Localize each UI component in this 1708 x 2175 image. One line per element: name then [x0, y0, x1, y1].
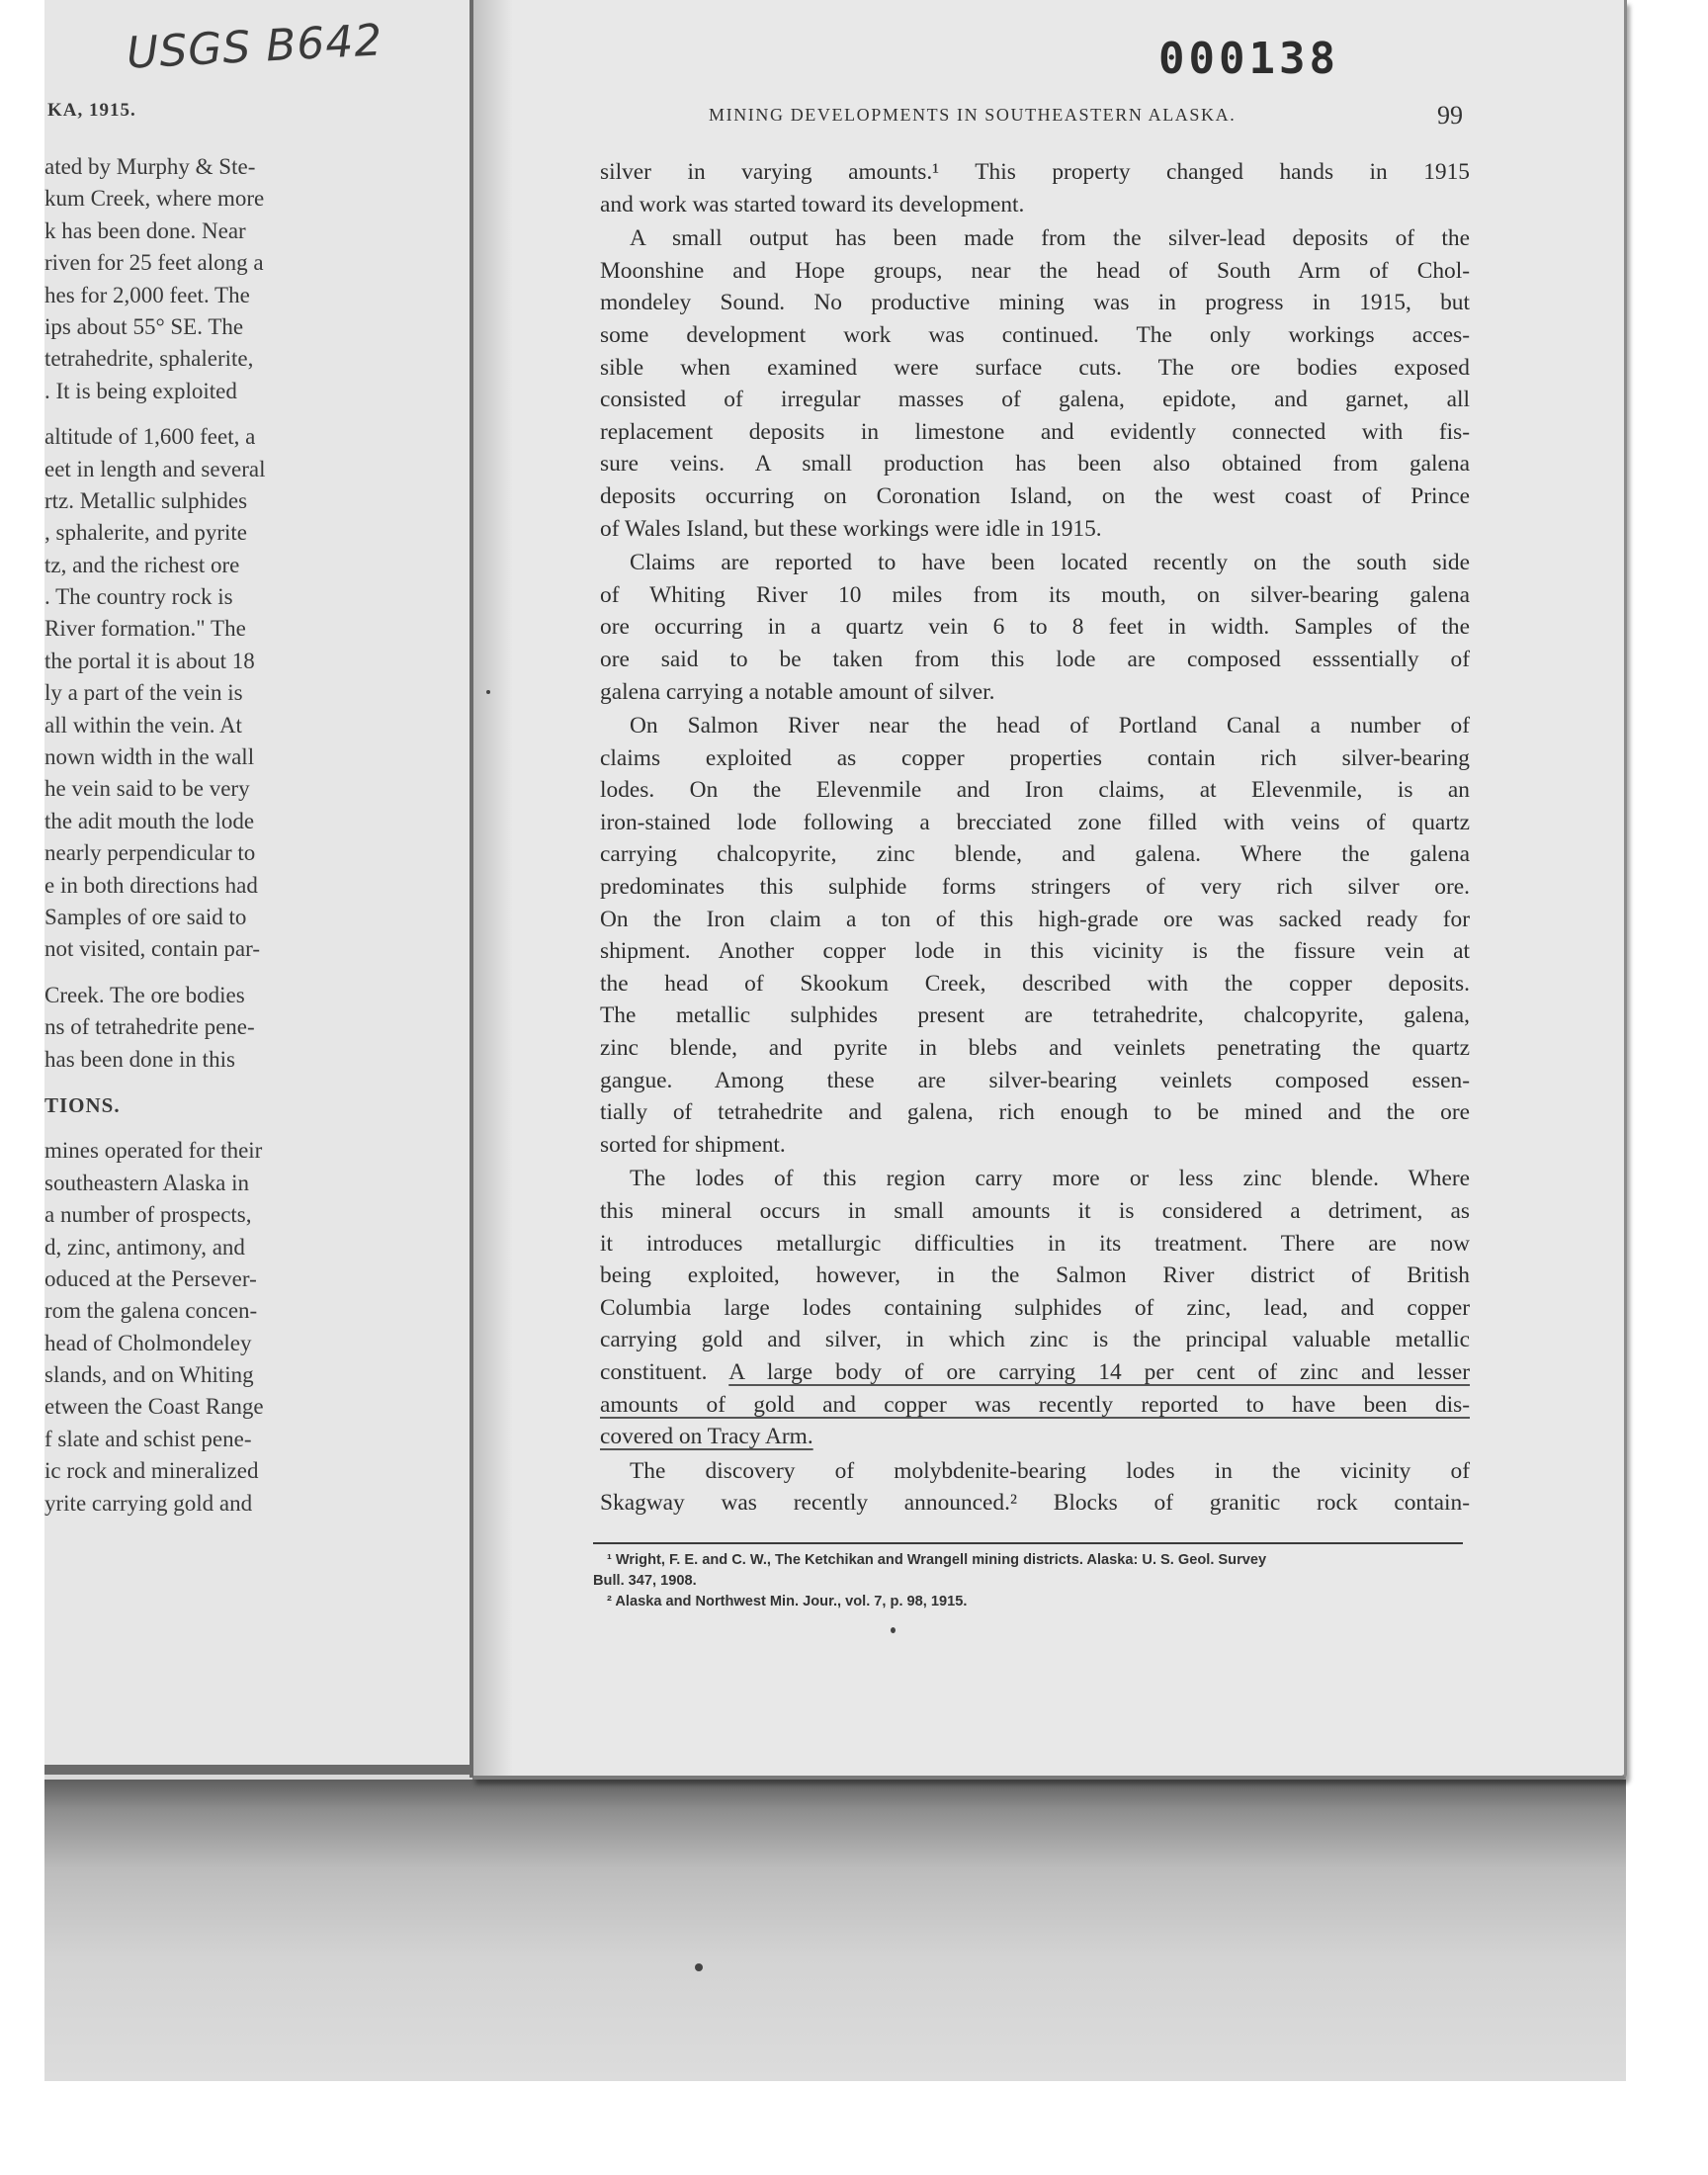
left-page-line: kum Creek, where more	[44, 186, 265, 212]
left-page-line	[44, 1121, 437, 1135]
left-page-edge	[44, 1765, 470, 1775]
stamp-number: 000138	[1158, 34, 1339, 84]
left-page-line: k has been done. Near	[44, 218, 246, 243]
paragraph-2-line: consisted of irregular masses of galena, epidote, and garnet, all	[600, 387, 1470, 413]
left-page-line: nown width in the wall	[44, 744, 255, 770]
paragraph-3-line: ore said to be taken from this lode are composed esssentially of	[600, 646, 1470, 672]
left-page-line: riven for 25 feet along a	[44, 250, 264, 276]
left-page-line: e in both directions had	[44, 872, 258, 898]
paragraph-4-line: On the Iron claim a ton of this high-grade ore was sacked ready for	[600, 906, 1470, 932]
left-page-line	[44, 407, 437, 421]
left-page-line: . The country rock is	[44, 584, 233, 610]
scan-speck	[486, 690, 490, 694]
left-page-line: . It is being exploited	[44, 378, 237, 403]
left-page-line: tetrahedrite, sphalerite,	[44, 346, 254, 372]
left-page-line: eet in length and several	[44, 456, 266, 481]
left-page-header: KA, 1915.	[47, 100, 136, 121]
left-page-line: f slate and schist pene-	[44, 1426, 252, 1451]
left-page-line: ated by Murphy & Ste-	[44, 154, 256, 179]
left-page-line: nearly perpendicular to	[44, 840, 256, 866]
left-page-line: ic rock and mineralized	[44, 1458, 259, 1484]
left-page-line: southeastern Alaska in	[44, 1170, 249, 1195]
paragraph-3-line: galena carrying a notable amount of silver.	[600, 678, 995, 705]
page-number: 99	[1437, 101, 1463, 130]
paragraph-4-line: The metallic sulphides present are tetrahedrite, chalcopyrite, galena,	[600, 1002, 1470, 1029]
gutter-shade	[473, 0, 513, 1776]
left-page-line: Creek. The ore bodies	[44, 982, 245, 1007]
paragraph-4-line: iron-stained lode following a brecciated zone filled with veins of quartz	[600, 809, 1470, 835]
paragraph-4-line: sorted for shipment.	[600, 1131, 786, 1158]
paragraph-2-line: of Wales Island, but these workings were idle in 1915.	[600, 515, 1102, 542]
left-page-line: ips about 55° SE. The	[44, 313, 244, 339]
left-page-line: slands, and on Whiting	[44, 1362, 254, 1388]
body-text-column	[600, 156, 1470, 1520]
left-page-line: he vein said to be very	[44, 776, 250, 802]
underlined-text: covered on Tracy Arm.	[600, 1424, 813, 1450]
left-page-line: River formation." The	[44, 616, 246, 642]
paragraph-1-line: and work was started toward its development.	[600, 191, 1025, 218]
paragraph-2-line: sure veins. A small production has been also obtained from galena	[600, 451, 1470, 478]
paragraph-4-line: shipment. Another copper lode in this vicinity is the fissure vein at	[600, 938, 1470, 965]
footnote-line: Bull. 347, 1908.	[593, 1573, 697, 1589]
underlined-text: amounts of gold and copper was recently reported to have been dis-	[600, 1391, 1470, 1418]
left-page-line: the adit mouth the lode	[44, 808, 255, 833]
left-page-line: altitude of 1,600 feet, a	[44, 424, 256, 450]
paragraph-5-line: Columbia large lodes containing sulphides of zinc, lead, and copper	[600, 1294, 1470, 1321]
left-page-line: tz, and the richest ore	[44, 552, 240, 577]
left-page-line: all within the vein. At	[44, 712, 242, 738]
underlined-passage-line	[600, 1389, 1470, 1422]
left-page-line	[44, 966, 437, 980]
paragraph-3-line: ore occurring in a quartz vein 6 to 8 feet in width. Samples of the	[600, 614, 1470, 641]
paragraph-5-line: this mineral occurs in small amounts it is considered a detriment, as	[600, 1198, 1470, 1224]
footnote-line: ² Alaska and Northwest Min. Jour., vol. 7, p. 98, 1915.	[607, 1594, 968, 1610]
scan-speck	[891, 1627, 896, 1633]
left-page-line: the portal it is about 18	[44, 648, 255, 673]
left-page-text-column	[44, 151, 437, 1520]
paragraph-4-line: gangue. Among these are silver-bearing veinlets composed essen-	[600, 1067, 1470, 1093]
paragraph-3-line: Claims are reported to have been located recently on the south side	[630, 550, 1470, 576]
left-page-line: rtz. Metallic sulphides	[44, 487, 248, 513]
paragraph-5-line: being exploited, however, in the Salmon River district of British	[600, 1262, 1470, 1289]
left-page	[44, 0, 470, 1770]
left-page-line: ly a part of the vein is	[44, 680, 243, 706]
paragraph-4-line: zinc blende, and pyrite in blebs and veinlets penetrating the quartz	[600, 1035, 1470, 1062]
left-page-line: has been done in this	[44, 1046, 235, 1072]
paragraph-5-line: carrying gold and silver, in which zinc is the principal valuable metallic	[600, 1327, 1470, 1353]
left-page-line: yrite carrying gold and	[44, 1490, 253, 1516]
paragraph-2-line: sible when examined were surface cuts. The ore bodies exposed	[600, 354, 1470, 381]
footnotes	[593, 1550, 1471, 1612]
paragraph-1-line: silver in varying amounts.¹ This property changed hands in 1915	[600, 159, 1470, 185]
left-page-line: , sphalerite, and pyrite	[44, 520, 248, 546]
scanner-shadow-band	[44, 1780, 1626, 2081]
underlined-text: A large body of ore carrying 14 per cent of zinc and lesser	[728, 1358, 1471, 1385]
left-page-line: oduced at the Persever-	[44, 1265, 257, 1291]
left-page-line: Samples of ore said to	[44, 904, 247, 929]
scan-speck	[695, 1963, 703, 1971]
paragraph-5-line: it introduces metallurgic difficulties in its treatment. There are now	[600, 1230, 1470, 1257]
left-page-line: ns of tetrahedrite pene-	[44, 1014, 255, 1040]
left-page-line: rom the galena concen-	[44, 1298, 258, 1324]
paragraph-4-line: claims exploited as copper properties contain rich silver-bearing	[600, 744, 1470, 771]
paragraph-4-line: lodes. On the Elevenmile and Iron claims, at Elevenmile, is an	[600, 777, 1470, 804]
paragraph-3-line: of Whiting River 10 miles from its mouth, on silver-bearing galena	[600, 581, 1470, 608]
handwritten-note: USGS B642	[125, 15, 384, 79]
left-page-line: not visited, contain par-	[44, 936, 260, 962]
paragraph-2-line: mondeley Sound. No productive mining was in progress in 1915, but	[600, 290, 1470, 316]
left-page-line: etween the Coast Range	[44, 1394, 264, 1420]
left-page-line: head of Cholmondeley	[44, 1330, 252, 1355]
left-page-line: d, zinc, antimony, and	[44, 1234, 245, 1260]
running-head: MINING DEVELOPMENTS IN SOUTHEASTERN ALASKA.	[709, 105, 1237, 125]
paragraph-4-line: predominates this sulphide forms stringers of very rich silver ore.	[600, 874, 1470, 901]
left-page-line	[44, 1076, 437, 1089]
last-paragraph-line: Skagway was recently announced.² Blocks of granitic rock contain-	[600, 1490, 1470, 1517]
underlined-passage-lead-in: constituent.	[600, 1358, 729, 1385]
underlined-passage-line	[600, 1421, 1470, 1453]
paragraph-2-line: some development work was continued. The only workings acces-	[600, 321, 1470, 348]
left-page-line: a number of prospects,	[44, 1202, 252, 1228]
footnote-rule	[593, 1542, 1463, 1544]
paragraph-2-line: Moonshine and Hope groups, near the head of South Arm of Chol-	[600, 257, 1470, 284]
left-page-line: mines operated for their	[44, 1138, 263, 1164]
paragraph-4-line: carrying chalcopyrite, zinc blende, and galena. Where the galena	[600, 841, 1470, 868]
paragraph-5-line: The lodes of this region carry more or less zinc blende. Where	[630, 1166, 1470, 1192]
left-page-line: hes for 2,000 feet. The	[44, 282, 250, 307]
paragraph-4-line: the head of Skookum Creek, described with the copper deposits.	[600, 970, 1470, 997]
last-paragraph-line: The discovery of molybdenite-bearing lodes in the vicinity of	[630, 1457, 1470, 1484]
left-page-line: TIONS.	[44, 1092, 121, 1117]
footnote-line: ¹ Wright, F. E. and C. W., The Ketchikan and Wrangell mining districts. Alaska: U. S. Geol. Survey	[607, 1552, 1267, 1568]
paragraph-4-line: On Salmon River near the head of Portland Canal a number of	[630, 713, 1470, 740]
paragraph-2-line: A small output has been made from the silver-lead deposits of the	[630, 225, 1470, 252]
paragraph-2-line: replacement deposits in limestone and evidently connected with fis-	[600, 418, 1470, 445]
paragraph-4-line: tially of tetrahedrite and galena, rich enough to be mined and the ore	[600, 1099, 1470, 1126]
underlined-passage-first-line	[600, 1356, 1470, 1389]
paragraph-2-line: deposits occurring on Coronation Island, on the west coast of Prince	[600, 482, 1470, 509]
